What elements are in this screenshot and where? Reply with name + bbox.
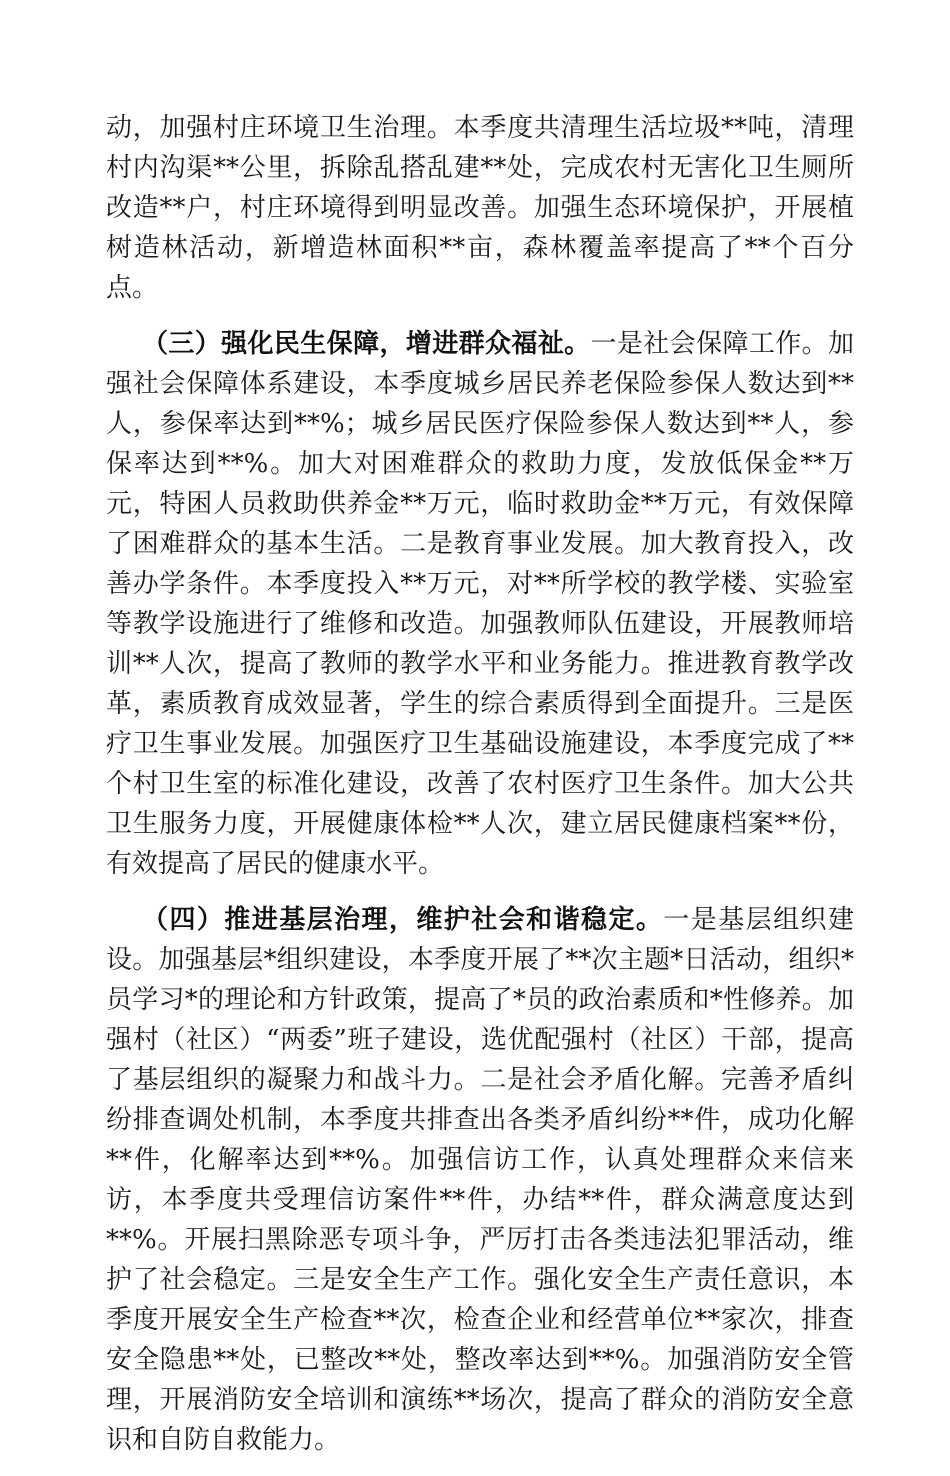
paragraph-body: 动，加强村庄环境卫生治理。本季度共清理生活垃圾**吨，清理村内沟渠**公里，拆除乱搭乱建**处，完成农村无害化卫生厕所改造**户，村庄环境得到明显改善。加强生态环境保护，开展植树造林活动，新增造林面积**亩，森林覆盖率提高了**个百分点。	[106, 113, 854, 303]
paragraph-livelihood	[106, 324, 854, 884]
section-heading: （四）推进基层治理，维护社会和谐稳定。	[142, 905, 664, 935]
paragraph-governance	[106, 900, 854, 1460]
paragraph-body: 一是基层组织建设。加强基层*组织建设，本季度开展了**次主题*日活动，组织*员学习*的理论和方针政策，提高了*员的政治素质和*性修养。加强村（社区）“两委”班子建设，选优配强村（社区）干部，提高了基层组织的凝聚力和战斗力。二是社会矛盾化解。完善矛盾纠纷排查调处机制，本季度共排查出各类矛盾纠纷**件，成功化解**件，化解率达到**%。加强信访工作，认真处理群众来信来访，本季度共受理信访案件**件，办结**件，群众满意度达到**%。开展扫黑除恶专项斗争，严厉打击各类违法犯罪活动，维护了社会稳定。三是安全生产工作。强化安全生产责任意识，本季度开展安全生产检查**次，检查企业和经营单位**家次，排查安全隐患**处，已整改**处，整改率达到**%。加强消防安全管理，开展消防安全培训和演练**场次，提高了群众的消防安全意识和自防自救能力。	[106, 905, 854, 1455]
document-page	[106, 108, 854, 1476]
section-heading: （三）强化民生保障，增进群众福祉。	[142, 329, 591, 359]
paragraph-environment	[106, 108, 854, 308]
paragraph-body: 一是社会保障工作。加强社会保障体系建设，本季度城乡居民养老保险参保人数达到**人，参保率达到**%；城乡居民医疗保险参保人数达到**人，参保率达到**%。加大对困难群众的救助力度，发放低保金**万元，特困人员救助供养金**万元，临时救助金**万元，有效保障了困难群众的基本生活。二是教育事业发展。加大教育投入，改善办学条件。本季度投入**万元，对**所学校的教学楼、实验室等教学设施进行了维修和改造。加强教师队伍建设，开展教师培训**人次，提高了教师的教学水平和业务能力。推进教育教学改革，素质教育成效显著，学生的综合素质得到全面提升。三是医疗卫生事业发展。加强医疗卫生基础设施建设，本季度完成了**个村卫生室的标准化建设，改善了农村医疗卫生条件。加大公共卫生服务力度，开展健康体检**人次，建立居民健康档案**份，有效提高了居民的健康水平。	[106, 329, 854, 879]
